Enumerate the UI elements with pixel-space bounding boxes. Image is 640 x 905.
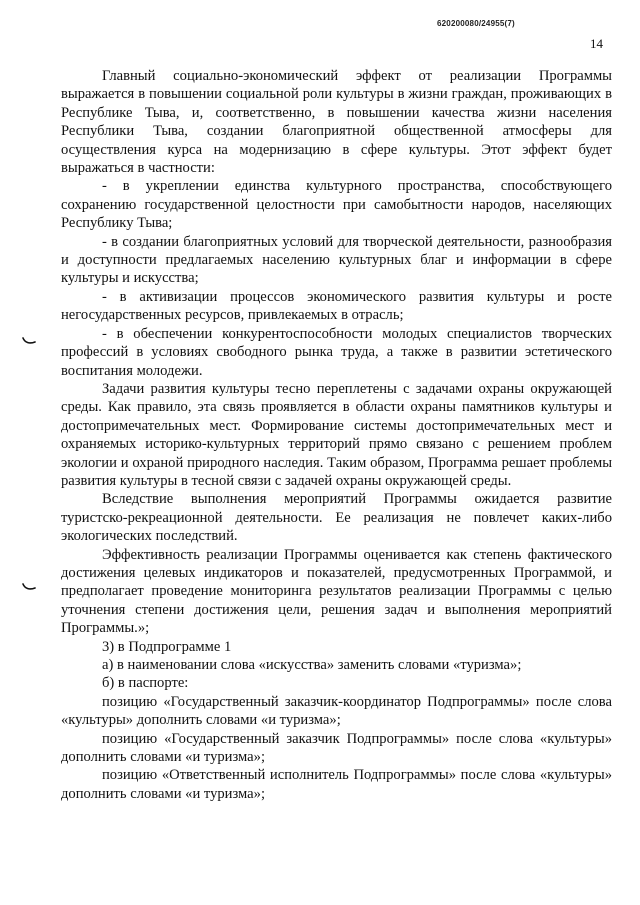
paragraph-culture-environment: Задачи развития культуры тесно переплетены с задачами охраны окружающей среды. Как правило, эта связь проявляется в области охраны памятников культуры и достопримечательных мест. Формирование системы достопримечательных мест и охраняемых историко-культурных территорий прямо связано с решением проблем экологии и охраной природного наследия. Таким образом, Программа решает проблемы развития культуры в тесной связи с задачей охраны окружающей среды. — [61, 380, 612, 489]
document-id: 620200080/24955(7) — [437, 19, 515, 28]
paragraph-list-item: - в активизации процессов экономического развития культуры и росте негосударственных ресурсов, привлекаемых в отрасль; — [61, 288, 612, 324]
paragraph-position-amendment: позицию «Государственный заказчик Подпрограммы» после слова «культуры» дополнить словами «и туризма»; — [61, 730, 612, 766]
paragraph-position-amendment: позицию «Ответственный исполнитель Подпрограммы» после слова «культуры» дополнить словами «и туризма»; — [61, 767, 612, 802]
paragraph-tourism: Вследствие выполнения мероприятий Программы ожидается развитие туристско-рекреационной деятельности. Ее реализация не повлечет каких-либо экологических последствий. — [61, 491, 612, 545]
page-number: 14 — [590, 36, 603, 51]
paragraph-efficiency: Эффективность реализации Программы оценивается как степень фактического достижения целевых индикаторов и показателей, предусмотренных Программой, и предполагает проведение мониторинга результатов реализации Программы с целью уточнения степени достижения цели, решения задач и выполнения мероприятий Программы.»; — [61, 546, 612, 637]
document-body — [61, 67, 612, 803]
paragraph-list-item: - в укреплении единства культурного пространства, способствующего сохранению государственной целостности при самобытности народов, населяющих Республику Тыва; — [61, 178, 612, 232]
paragraph-position-amendment: позицию «Государственный заказчик-координатор Подпрограммы» после слова «культуры» дополнить словами «и туризма»; — [61, 693, 612, 729]
margin-tick-mark — [22, 583, 36, 591]
margin-tick-mark — [22, 337, 36, 345]
paragraph-subitem-b: б) в паспорте: — [102, 675, 189, 692]
paragraph-main-effect: Главный социально-экономический эффект от реализации Программы выражается в повышении социальной роли культуры в жизни граждан, проживающих в Республике Тыва, и, соответственно, в повышении качества жизни населения Республики Тыва, создании благоприятной общественной атмосферы для осуществления курса на модернизацию в сфере культуры. Этот эффект будет выражаться в частности: — [61, 68, 612, 177]
paragraph-subitem-a: а) в наименовании слова «искусства» заменить словами «туризма»; — [102, 657, 522, 673]
paragraph-list-item: - в создании благоприятных условий для творческой деятельности, разнообразия и доступности предлагаемых населению культурных благ и информации в сфере культуры и искусства; — [61, 233, 612, 287]
paragraph-list-item: - в обеспечении конкурентоспособности молодых специалистов творческих профессий в условиях свободного рынка труда, а также в развитии эстетического воспитания молодежи. — [61, 325, 612, 379]
paragraph-subprogram-heading: 3) в Подпрограмме 1 — [102, 638, 232, 655]
